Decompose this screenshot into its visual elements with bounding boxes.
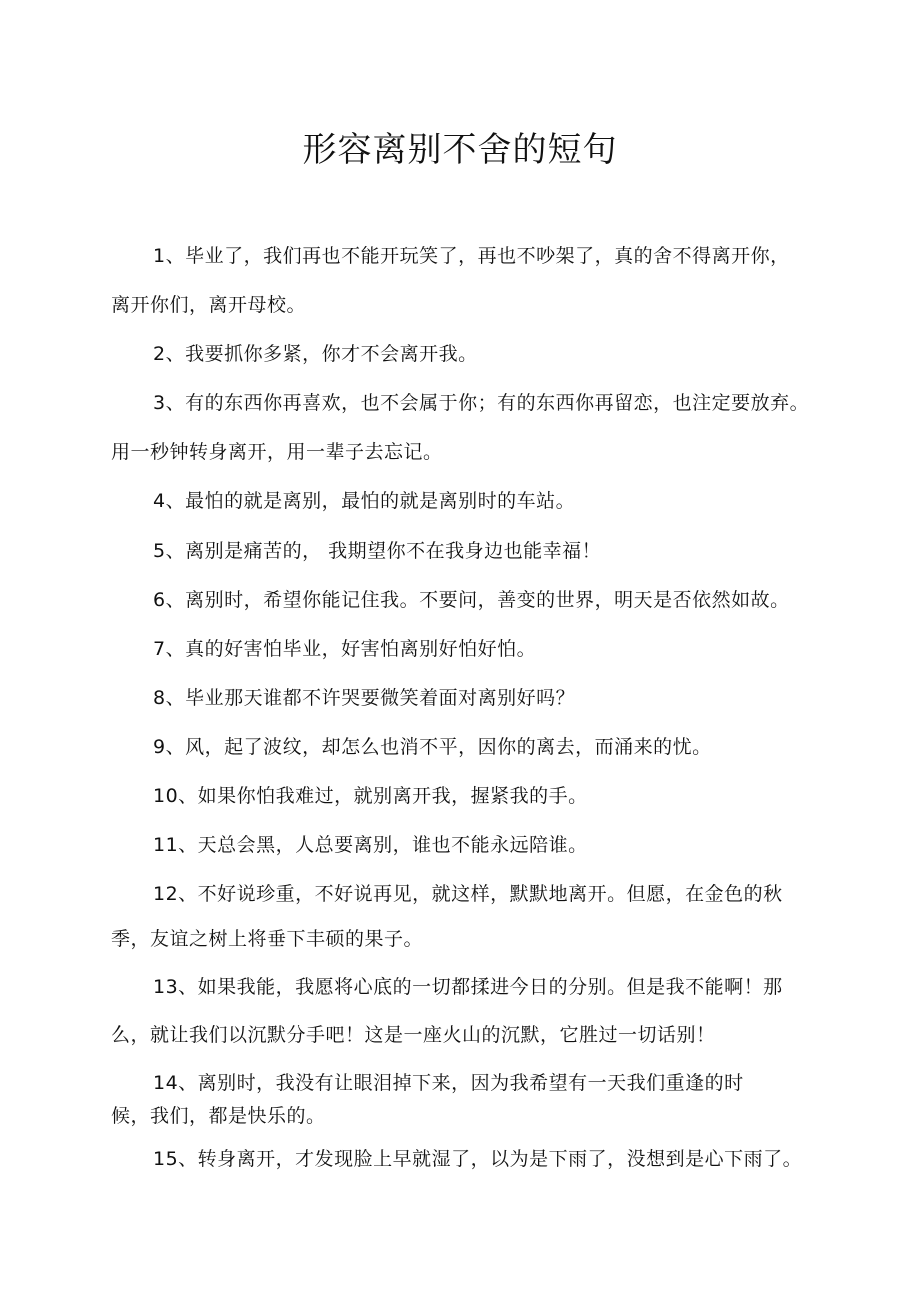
list-item-2: 2、我要抓你多紧，你才不会离开我。: [153, 343, 478, 365]
list-item-7: 7、真的好害怕毕业，好害怕离别好怕好怕。: [153, 638, 537, 660]
list-item-13-line-2: 么，就让我们以沉默分手吧！这是一座火山的沉默，它胜过一切话别！: [111, 1024, 716, 1046]
list-item-5: 5、离别是痛苦的， 我期望你不在我身边也能幸福！: [153, 540, 602, 562]
list-item-12-line-2: 季，友谊之树上将垂下丰硕的果子。: [111, 928, 424, 950]
list-item-15: 15、转身离开，才发现脸上早就湿了，以为是下雨了，没想到是心下雨了。: [153, 1148, 803, 1170]
list-item-6: 6、离别时，希望你能记住我。不要问，善变的世界，明天是否依然如故。: [153, 589, 790, 611]
list-item-11: 11、天总会黑，人总要离别，谁也不能永远陪谁。: [153, 834, 588, 856]
list-item-14-line-2: 候，我们，都是快乐的。: [111, 1105, 326, 1127]
list-item-1-line-2: 离开你们，离开母校。: [111, 294, 307, 316]
list-item-1-line-1: 1、毕业了，我们再也不能开玩笑了，再也不吵架了，真的舍不得离开你，: [153, 245, 790, 267]
list-item-10: 10、如果你怕我难过，就别离开我，握紧我的手。: [153, 785, 588, 807]
list-item-12-line-1: 12、不好说珍重，不好说再见，就这样，默默地离开。但愿，在金色的秋: [153, 883, 783, 905]
list-item-4: 4、最怕的就是离别，最怕的就是离别时的车站。: [153, 490, 576, 512]
list-item-8: 8、毕业那天谁都不许哭要微笑着面对离别好吗？: [153, 687, 576, 709]
list-item-14-line-1: 14、离别时，我没有让眼泪掉下来，因为我希望有一天我们重逢的时: [153, 1072, 744, 1094]
list-item-3-line-2: 用一秒钟转身离开，用一辈子去忘记。: [111, 441, 443, 463]
page-title: 形容离别不舍的短句: [302, 130, 618, 170]
list-item-3-line-1: 3、有的东西你再喜欢，也不会属于你；有的东西你再留恋，也注定要放弃。: [153, 392, 810, 414]
list-item-13-line-1: 13、如果我能，我愿将心底的一切都揉进今日的分别。但是我不能啊！那: [153, 976, 783, 998]
list-item-9: 9、风，起了波纹，却怎么也消不平，因你的离去，而涌来的忧。: [153, 736, 712, 758]
